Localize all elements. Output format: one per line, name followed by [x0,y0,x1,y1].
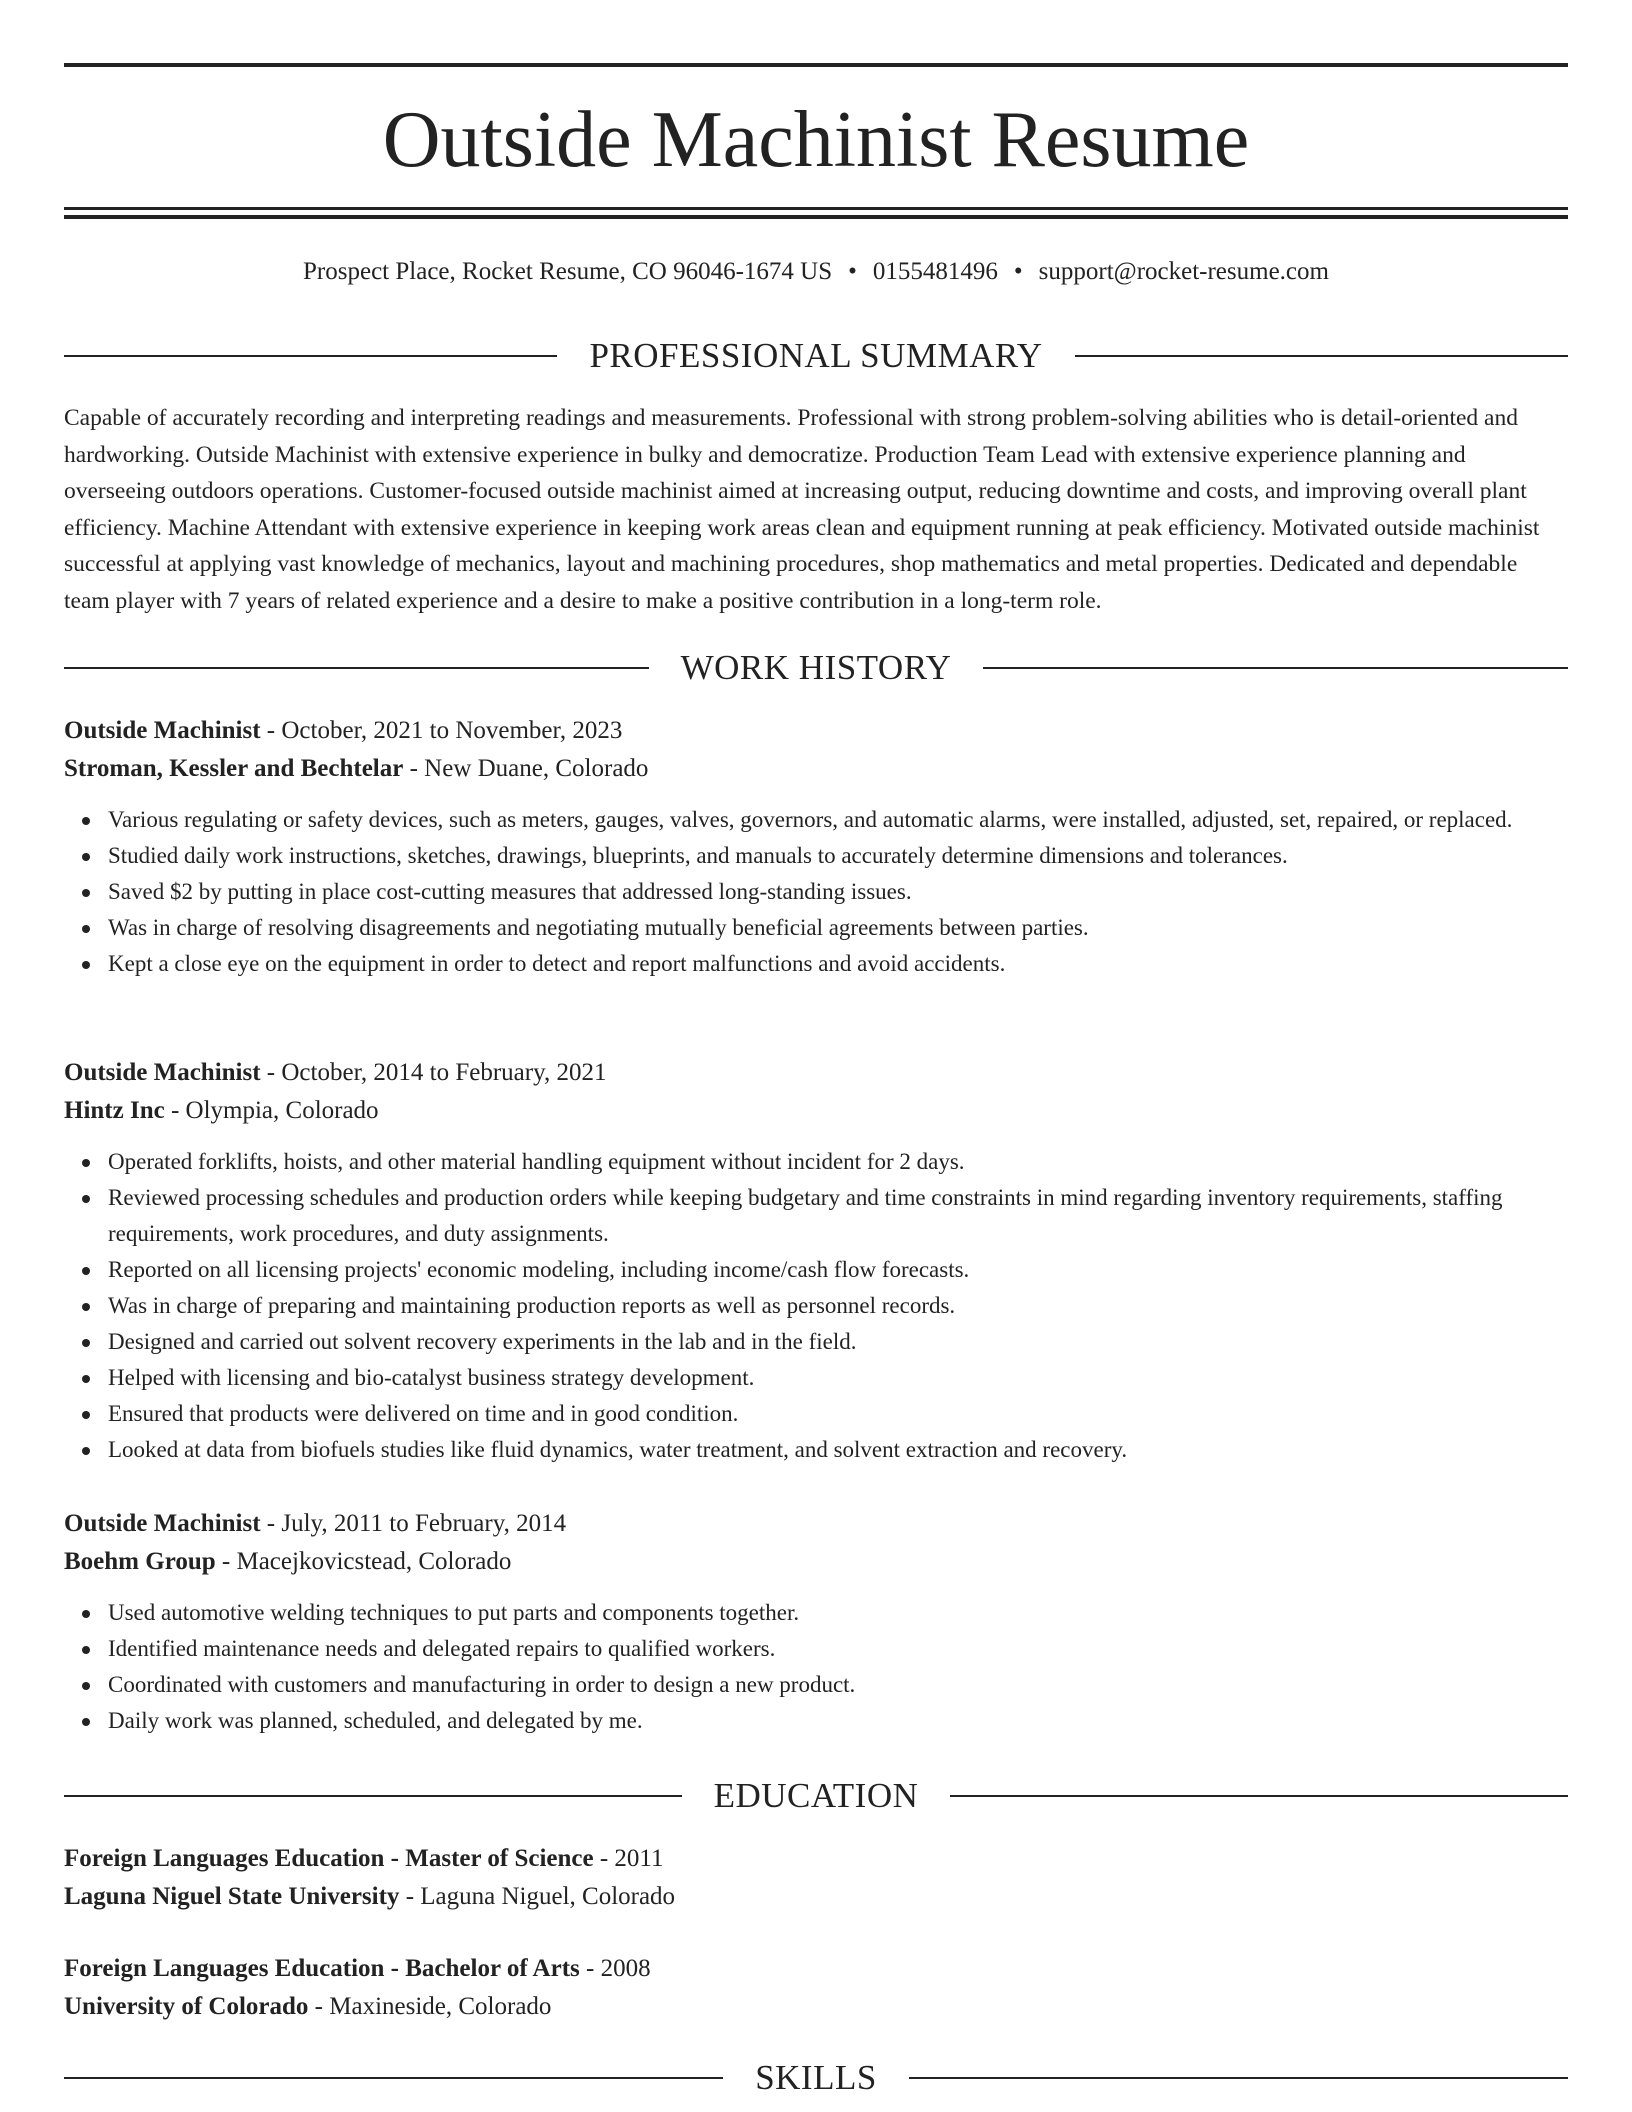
job-company-line [64,750,1568,788]
school-location: - Laguna Niguel, Colorado [399,1883,676,1910]
section-heading-skills [64,2056,1568,2100]
list-item: Was in charge of preparing and maintaining production reports as well as personnel records. [108,1288,1568,1324]
degree-line [64,1950,1568,1988]
list-item: Saved $2 by putting in place cost-cutting measures that addressed long-standing issues. [108,874,1568,910]
job-entry [64,1505,1568,1739]
section-rule [64,355,557,357]
job-dates: - October, 2021 to November, 2023 [260,717,623,744]
section-rule [64,667,649,669]
job-dates: - July, 2011 to February, 2014 [260,1510,567,1537]
job-company: Hintz Inc [64,1097,165,1124]
job-title-line [64,712,1568,750]
section-heading-education [64,1774,1568,1818]
section-rule [909,2077,1568,2079]
school: Laguna Niguel State University [64,1883,400,1910]
top-rule [64,63,1568,67]
school: University of Colorado [64,1993,309,2020]
degree: Foreign Languages Education - Bachelor of Arts [64,1955,580,1982]
job-location: - Olympia, Colorado [164,1097,379,1124]
summary-text: Capable of accurately recording and interpreting readings and measurements. Professional with strong problem-solving abilities who is detail-oriented and hardworking. Outside Machinist with extensive experience in bulky and democratize. Production Team Lead with extensive experience planning and overseeing outdoors operations. Customer-focused outside machinist aimed at increasing output, reducing downtime and costs, and improving overall plant efficiency. Machine Attendant with extensive experience in keeping work areas clean and equipment running at peak efficiency. Motivated outside machinist successful at applying vast knowledge of mechanics, layout and machining procedures, shop mathematics and metal properties. Dedicated and dependable team player with 7 years of related experience and a desire to make a positive contribution in a long-term role. [64,405,1540,614]
list-item: Used automotive welding techniques to put parts and components together. [108,1595,1568,1631]
education-entry [64,1950,1568,2026]
job-location: - Macejkovicstead, Colorado [215,1548,512,1575]
job-title-line [64,1505,1568,1543]
list-item: Operated forklifts, hoists, and other material handling equipment without incident for 2 days. [108,1144,1568,1180]
section-heading-label: EDUCATION [713,1776,919,1815]
degree-year: - 2008 [579,1955,651,1982]
title-rule-upper [64,207,1568,210]
education-entry [64,1840,1568,1916]
degree-year: - 2011 [593,1845,664,1872]
list-item: Designed and carried out solvent recovery experiments in the lab and in the field. [108,1324,1568,1360]
list-item: Identified maintenance needs and delegated repairs to qualified workers. [108,1631,1568,1667]
school-line [64,1988,1568,2026]
job-title: Outside Machinist [64,1059,261,1086]
section-heading-work-history [64,646,1568,690]
job-bullets [64,1144,1568,1468]
school-line [64,1878,1568,1916]
list-item: Ensured that products were delivered on time and in good condition. [108,1396,1568,1432]
job-bullets [64,802,1568,982]
job-company-line [64,1543,1568,1581]
job-entry [64,712,1568,982]
list-item: Reviewed processing schedules and production orders while keeping budgetary and time constraints in mind regarding inventory requirements, staffing requirements, work procedures, and duty assignments. [108,1180,1568,1252]
section-rule [64,1795,682,1797]
section-heading-label: PROFESSIONAL SUMMARY [589,336,1043,375]
contact-separator: • [848,258,857,285]
section-rule [983,667,1568,669]
list-item: Was in charge of resolving disagreements and negotiating mutually beneficial agreements between parties. [108,910,1568,946]
job-dates: - October, 2014 to February, 2021 [260,1059,607,1086]
contact-address: Prospect Place, Rocket Resume, CO 96046-1674 US [303,258,833,285]
contact-email: support@rocket-resume.com [1038,258,1329,285]
job-location: - New Duane, Colorado [403,755,649,782]
degree: Foreign Languages Education - Master of Science [64,1845,594,1872]
list-item: Helped with licensing and bio-catalyst business strategy development. [108,1360,1568,1396]
contact-phone: 0155481496 [872,258,998,285]
section-rule [1075,355,1568,357]
title-rule-lower [64,215,1568,219]
section-heading-label: SKILLS [755,2058,877,2097]
list-item: Looked at data from biofuels studies like fluid dynamics, water treatment, and solvent extraction and recovery. [108,1432,1568,1468]
job-entry [64,1054,1568,1468]
school-location: - Maxineside, Colorado [308,1993,552,2020]
job-bullets [64,1595,1568,1739]
list-item: Coordinated with customers and manufacturing in order to design a new product. [108,1667,1568,1703]
job-title: Outside Machinist [64,1510,261,1537]
job-company: Boehm Group [64,1548,216,1575]
list-item: Reported on all licensing projects' economic modeling, including income/cash flow forecasts. [108,1252,1568,1288]
degree-line [64,1840,1568,1878]
page-title: Outside Machinist Resume [382,96,1250,184]
section-rule [950,1795,1568,1797]
job-company-line [64,1092,1568,1130]
section-rule [64,2077,723,2079]
job-title: Outside Machinist [64,717,261,744]
contact-separator: • [1013,258,1023,285]
list-item: Various regulating or safety devices, such as meters, gauges, valves, governors, and automatic alarms, were installed, adjusted, set, repaired, or replaced. [108,802,1568,838]
section-heading-label: WORK HISTORY [680,648,952,687]
section-heading-summary [64,334,1568,378]
contact-line [64,254,1568,290]
job-company: Stroman, Kessler and Bechtelar [64,755,404,782]
list-item: Kept a close eye on the equipment in order to detect and report malfunctions and avoid accidents. [108,946,1568,982]
list-item: Daily work was planned, scheduled, and delegated by me. [108,1703,1568,1739]
job-title-line [64,1054,1568,1092]
list-item: Studied daily work instructions, sketches, drawings, blueprints, and manuals to accurately determine dimensions and tolerances. [108,838,1568,874]
